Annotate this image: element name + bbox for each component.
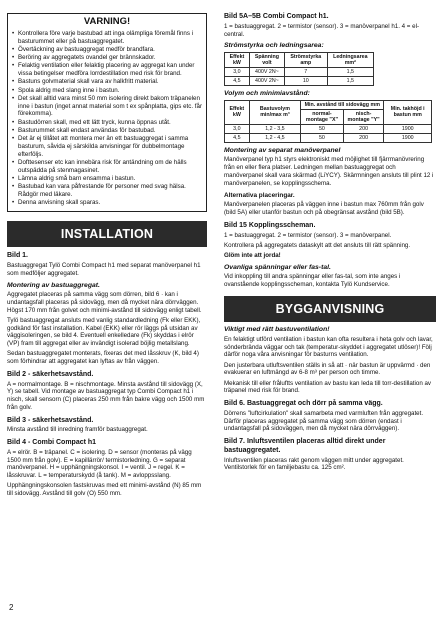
table-header-row [225, 52, 374, 67]
alternativa-text: Manöverpanelen placeras på väggen inne i bastun max 760mm från golv (bild 5A) eller utanför bastun och på obegränsat avstånd (bild 5B). [224, 201, 424, 217]
ground-reminder: Glöm inte att jorda! [224, 252, 281, 260]
bild15-text: 1 = bastuaggregat. 2 = termistor (sensor). 3 = manöverpanel. [224, 231, 392, 239]
warning-list [12, 30, 202, 207]
bild6-text: Dörrens "luftcirkulation" skall samarbeta med varmluften från aggregatet. Därför placeras aggregatet på samma vägg som dörren (endast i undantagsfall på sidoväggen, men då mycket nära dörrväggen). [224, 409, 424, 433]
table-header-cell: Min. avstånd till sidovägg mm [301, 100, 384, 109]
table-cell: 50 [301, 133, 344, 142]
right-column [224, 13, 436, 475]
table-cell: 400V 2N~ [249, 67, 284, 76]
bild1-heading: Bild 1. [7, 252, 29, 260]
table-header-cell: normal-montage "X" [301, 109, 344, 124]
ovanliga-text: Vid inkoppling till andra spänningar eller fas-tal, som inte anges i ovanstående kopplingsscheman, kontakta Tylö Kundservice. [224, 273, 401, 289]
warning-item: • Denna anvisning skall sparas. [12, 199, 202, 207]
ovanliga-heading: Ovanliga spänningar eller fas-tal. [224, 263, 331, 271]
warning-item: • Det är ej tillåtet att montera mer än ett bastuaggregat i samma basturum, såvida ej särskilda anvisningar för dubbelmontage efterföljs. [12, 135, 202, 158]
ventilation-heading: Viktigt med rätt bastuventilation! [224, 326, 330, 334]
table-header-cell: Bastuvolym min/max m³ [249, 100, 300, 124]
ventilation-paragraph: Den justerbara utluftsventilen ställs in så att · när bastun är uppvärmd · den evakuerar en luftmängd av 6-8 m³ per person och timme. [224, 361, 431, 377]
table-cell: 50 [301, 124, 344, 133]
bild1-text: Bastuaggregat Tylö Combi Compact h1 med separat manöverpanel h1 som medföljer aggregatet. [7, 262, 201, 277]
table-cell: 1,5 [327, 76, 373, 85]
table-row [225, 124, 432, 133]
table-cell: 1900 [384, 133, 432, 142]
bild6-heading: Bild 6. Bastuaggregat och dörr på samma vägg. [224, 400, 383, 408]
bild2-text: A = normalmontage. B = nischmontage. Minsta avstånd till sidovägg (X, Y) se tabell. Vid montage av bastuaggregat typ Combi Compact h1 i nisch, skall sensorn (C) placeras 250 mm från bakre vägg och 1500 mm från golv. [7, 380, 205, 411]
separat-panel-text: Manöverpanel typ h1 styrs elektroniskt med möjlighet till fjärrmanövrering från en eller flera platser. Ledningen mellan bastuaggregat och manöverpanel skall vara skärmad (LiYCY). Skärmningen ansluts till plint 12 i manöverpanelen, se kopplingsschema. [224, 156, 434, 187]
table-row [225, 67, 374, 76]
warning-item: • Det skall alltid vara minst 50 mm isolering direkt bakom träpanelen inne i bastun (inget annat material som t ex spånplatta, gips etc. får förekomma). [12, 95, 202, 118]
warning-item: • Bastubad kan vara påfrestande för personer med svag hälsa. Rådgör med läkare. [12, 183, 202, 199]
table-header-cell: nisch-montage "Y" [343, 109, 384, 124]
bild5-heading: Bild 5A–5B Combi Compact h1. [224, 13, 329, 20]
volym-heading: Volym och minimiavstånd: [224, 90, 310, 98]
table-cell: 4,5 [225, 133, 250, 142]
table-cell: 3,0 [225, 124, 250, 133]
montering-paragraph: Tylö bastuaggregat ansluts med vanlig standardledning (Fk eller EKK), godkänd för fast installation. Kabel (EKK) eller rör läggs på utsidan av väggisoleringen, se bild 4. Eventuell enkelledare (Fk) skyddas i elrör (VP) fram till aggregat eller av invändigt isolerad böjlig metallslang. [7, 316, 201, 348]
warning-item: • Övertäckning av bastuaggregat medför brandfara. [12, 46, 202, 54]
warning-item: • Spola aldrig med slang inne i bastun. [12, 87, 202, 95]
ventilation-paragraph: Mekanisk till eller fråluftts ventilation av bastu kan leda till torr-destillation av träpanel med risk för brand. [224, 379, 432, 395]
left-column [7, 13, 207, 500]
warning-box [7, 13, 207, 212]
bild7-heading: Bild 7. Inluftsventilen placeras alltid direkt under bastuaggregatet. [224, 438, 386, 454]
table-header-cell: Effekt kW [225, 52, 250, 67]
warning-item: • Bastudörren skall, med ett lätt tryck, kunna öppnas utåt. [12, 119, 202, 127]
stromstyrka-heading: Strömstyrka och ledningsarea: [224, 42, 324, 50]
table-header-cell: Ledningsarea mm² [327, 52, 373, 67]
bild15-heading: Bild 15 Kopplingsscheman. [224, 221, 316, 229]
table-header-cell: Spänning volt [249, 52, 284, 67]
warning-item: • Bastuns golvmaterial skall vara av halkfritt material. [12, 78, 202, 86]
bild2-heading: Bild 2 - säkerhetsavstånd. [7, 370, 94, 378]
warning-item: • Basturummet skall endast användas för bastubad. [12, 127, 202, 135]
separat-panel-heading: Montering av separat manöverpanel [224, 146, 341, 154]
table-cell: 1900 [384, 124, 432, 133]
table-cell: 1,5 [327, 67, 373, 76]
bild4-text: A = elrör. B = träpanel. C = isolering. D = sensor (monteras på vägg 1500 mm från golv). E = kapillärrör/ termistorledning. G = separat manöverpanel. H = upphängningskonsol. I = ventil. J = regel. K = låsskruvar. L = temperaturskydd (å tank). M = avloppsslang. [7, 448, 192, 480]
table-cell: 400V 2N~ [249, 76, 284, 85]
bygganvisning-banner: BYGGANVISNING [224, 296, 436, 322]
volym-table [224, 100, 432, 143]
warning-item: • Lämna aldrig små barn ensamma i bastun. [12, 175, 202, 183]
table-cell: 10 [284, 76, 327, 85]
montering-heading: Montering av bastuaggregat. [7, 281, 100, 289]
alternativa-heading: Alternativa placeringar. [224, 192, 295, 200]
warning-title: VARNING! [83, 16, 131, 27]
bild7-text: Inluftsventilen placeras rakt genom väggen mitt under aggregatet. Ventilstorlek för en familjebastu ca. 125 cm². [224, 456, 404, 472]
montering-paragraph: Aggregatet placeras på samma vägg som dörren, bild 6 · kan i undantagsfall placeras på sidovägg, men då mycket nära dörrväggen. Högst 170 mm från golvet och minimi-avstånd till sidovägg enligt tabell. [7, 291, 202, 314]
table-row [225, 76, 374, 85]
warning-item: • Kontrollera före varje bastubad att inga olämpliga föremål finns i basturummet eller på bastuaggregatet. [12, 30, 202, 46]
installation-banner: INSTALLATION [7, 221, 207, 247]
table-header-cell: Strömstyrka amp [284, 52, 327, 67]
warning-item: • Dofttesenser etc kan innebära risk för antändning om de hälls outspädda på stenmagasinet. [12, 159, 202, 175]
table-header-cell: Effekt kW [225, 100, 250, 124]
bild5-text: 1 = bastuaggregat. 2 = termistor (sensor). 3 = manöverpanel h1. 4 = el-central. [224, 22, 420, 38]
table-cell: 1,2 - 3,5 [249, 124, 300, 133]
table-header-row [225, 100, 432, 109]
table-cell: 3,0 [225, 67, 250, 76]
table-cell: 200 [343, 124, 384, 133]
table-cell: 1,2 - 4,5 [249, 133, 300, 142]
warning-item: • Felaktig ventilation eller felaktig placering av aggregat kan under vissa betingelser medföra lorrdestillation med risk för brand. [12, 62, 202, 78]
page-number: 2 [9, 603, 14, 612]
stromstyrka-table [224, 52, 374, 86]
ventilation-paragraph: En felaktigt utförd ventilation i bastun kan ofta resultera i heta golv och lavar, sönderbrända väggar och tak (temperatur-skyddet i aggregatet utlöser)! Följ därför noga våra anvisningar för basturns ventilation. [224, 335, 433, 359]
bild3-heading: Bild 3 - säkerhetsavstånd. [7, 416, 94, 424]
montering-paragraph: Sedan bastuaggregatet monterats, fixeras det med låsskruv (K, bild 4) som förhindrar att aggregatet kan lyftas av från väggen. [7, 350, 199, 366]
warning-item: • Beröring av aggregatets ovandel ger brännskador. [12, 54, 202, 62]
bild4-heading: Bild 4 - Combi Compact h1 [7, 439, 97, 447]
table-cell: 200 [343, 133, 384, 142]
bild15-text: Kontrollera på aggregatets dataskylt att det ansluts till rätt spänning. [224, 241, 411, 249]
table-row [225, 133, 432, 142]
table-cell: 7 [284, 67, 327, 76]
table-header-cell: Min. takhöjd i bastun mm [384, 100, 432, 124]
table-cell: 4,5 [225, 76, 250, 85]
bild4-text: Upphängningskonsolen fastskruvas med ett minimi-avstånd (N) 85 mm till sidovägg. Avstånd till golv (O) 550 mm. [7, 482, 202, 498]
bild3-text: Minsta avstånd till inredning framför bastuaggregat. [7, 426, 148, 434]
